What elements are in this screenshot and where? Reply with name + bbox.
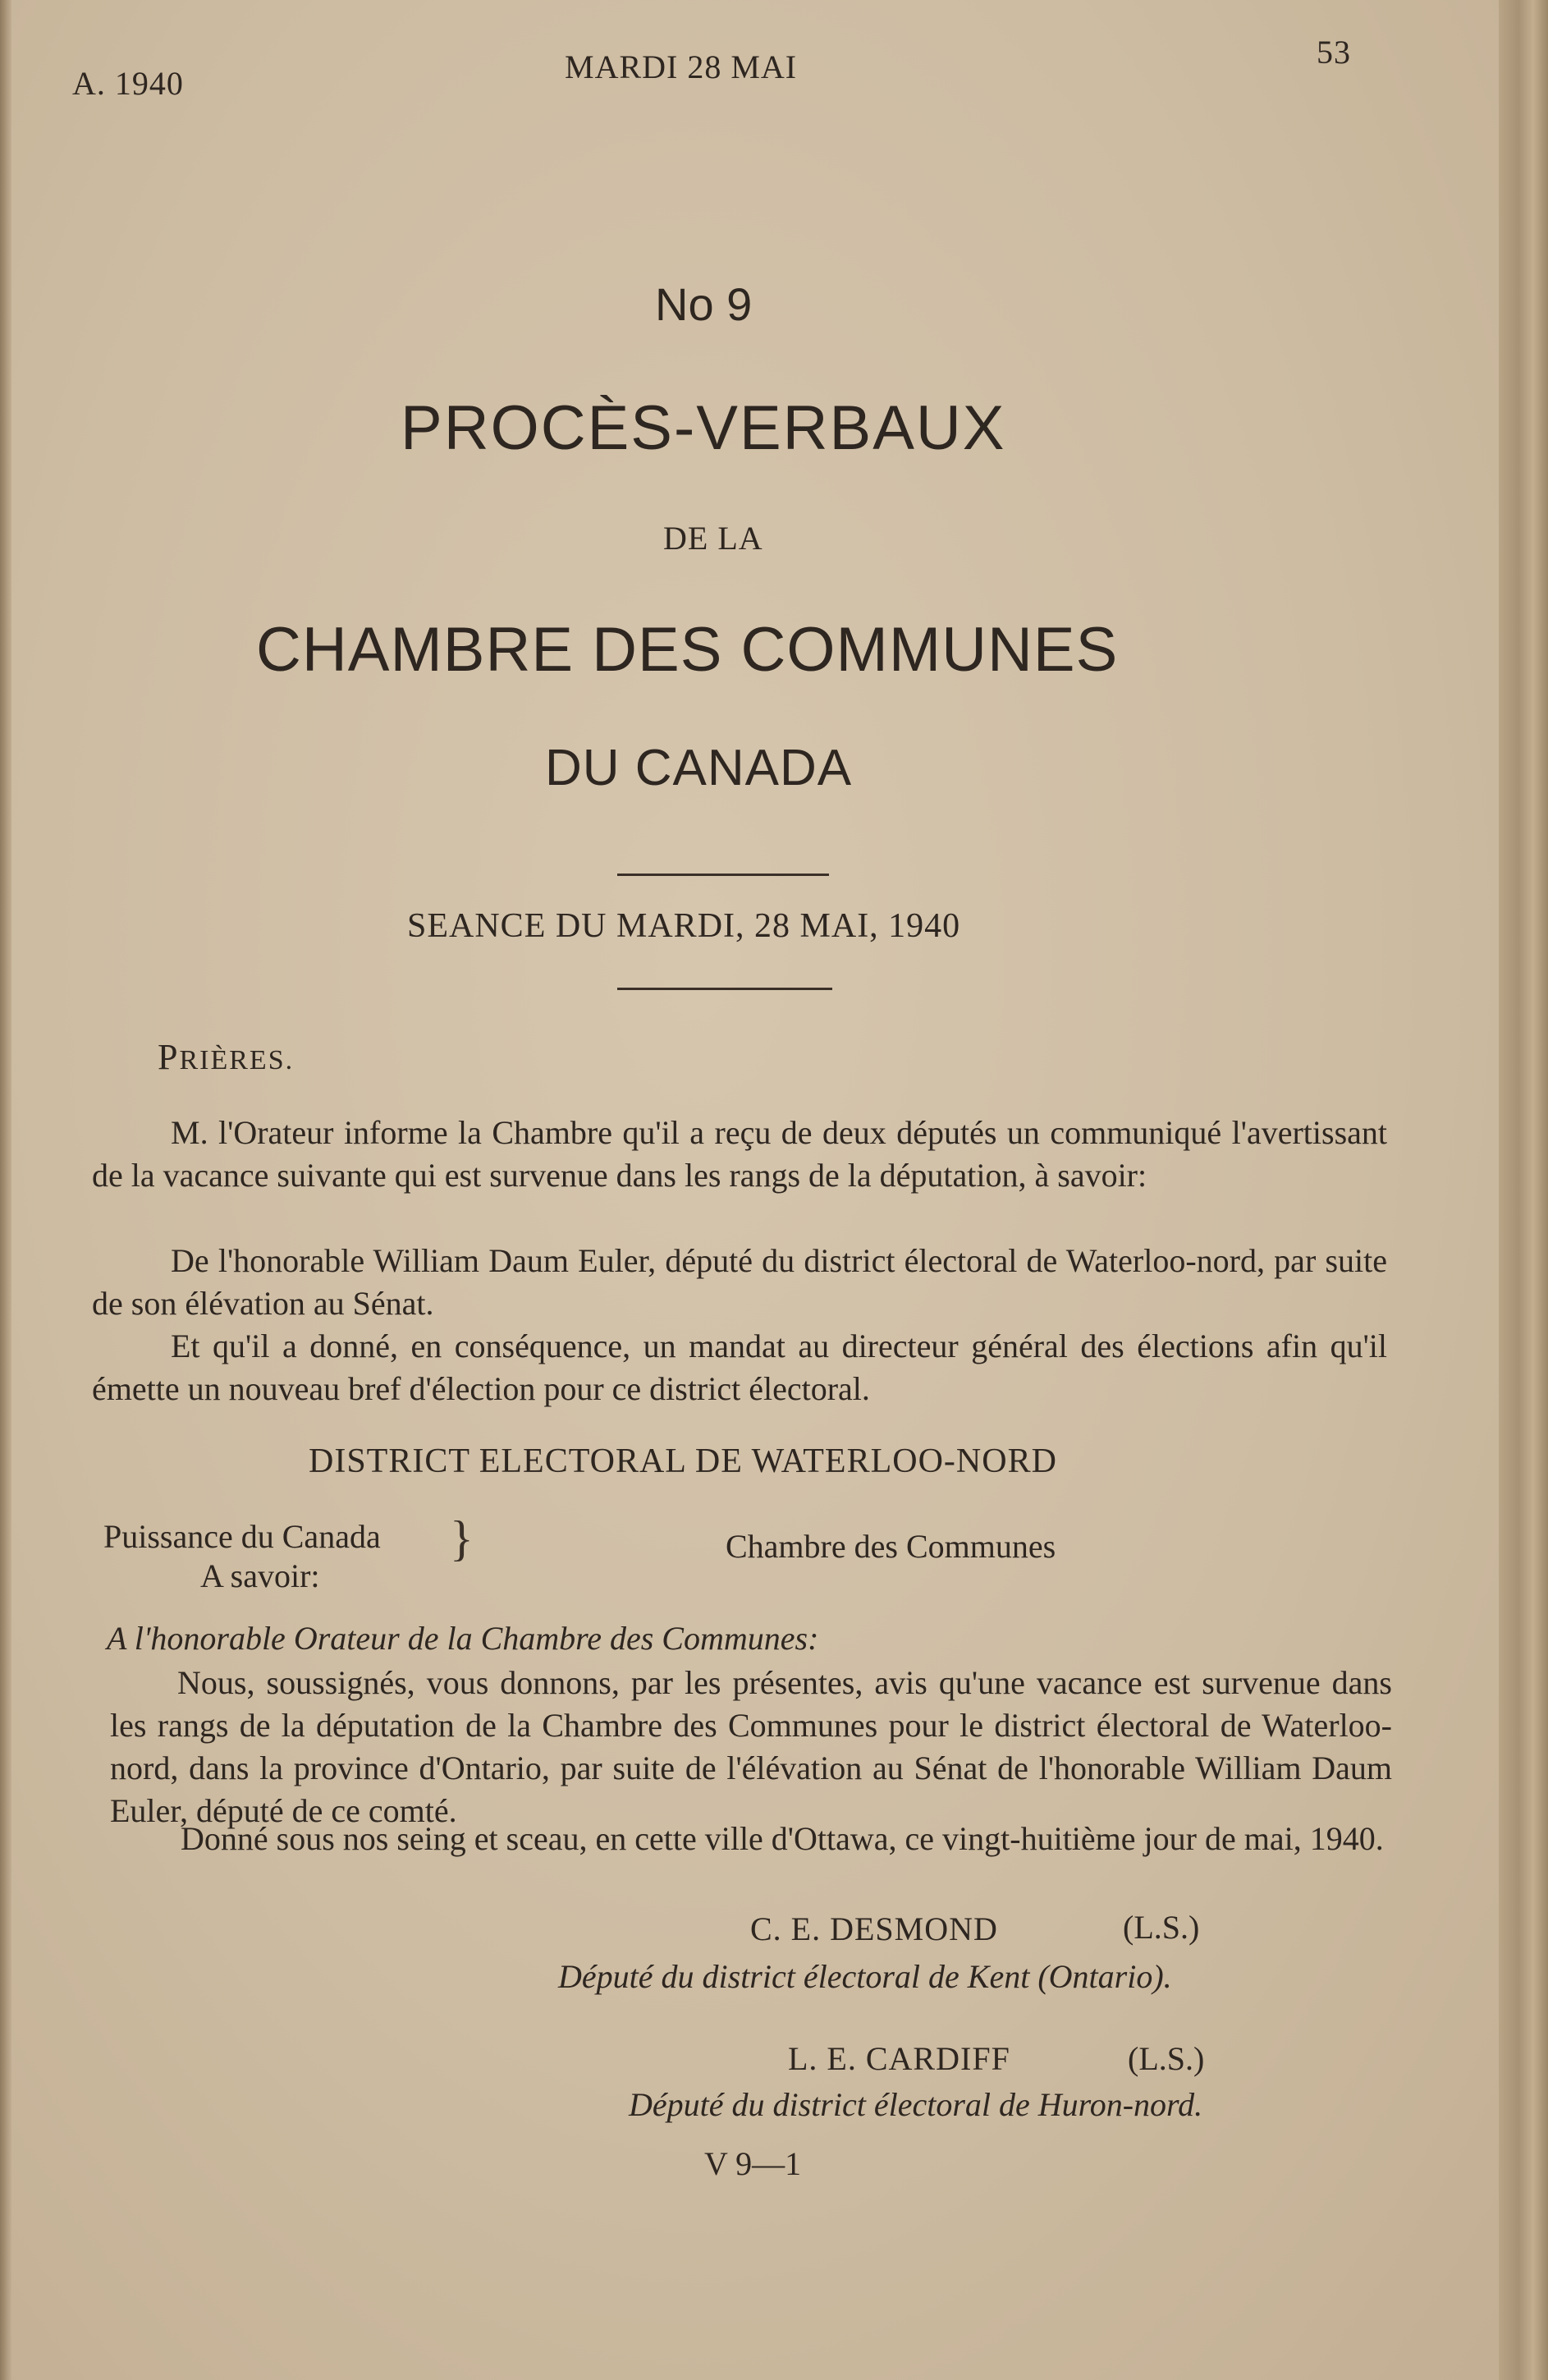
jurisdiction-right: Chambre des Communes	[726, 1528, 1056, 1565]
title-line-1: PROCÈS-VERBAUX	[401, 393, 1006, 463]
jurisdiction-line-2: A savoir:	[200, 1557, 320, 1594]
issue-number: No 9	[655, 278, 753, 330]
divider-top	[617, 874, 829, 876]
paragraph-2-text: De l'honorable William Daum Euler, député du district électoral de Waterloo-nord, par suite de son élévation au Sénat.	[92, 1242, 1387, 1322]
signature-2-name: L. E. CARDIFF	[788, 2040, 1010, 2077]
paragraph-1-text: M. l'Orateur informe la Chambre qu'il a reçu de deux députés un communiqué l'avertissant de la vacance suivante qui est survenue dans les rangs de la députation, à savoir:	[92, 1114, 1387, 1194]
paragraph-2	[92, 1240, 1387, 1325]
header-center: MARDI 28 MAI	[565, 48, 798, 85]
prayers-initial: P	[158, 1037, 180, 1077]
jurisdiction-brace: }	[450, 1511, 474, 1566]
divider-bottom	[617, 988, 832, 990]
page-left-edge	[0, 0, 11, 2380]
title-line-3: CHAMBRE DES COMMUNES	[256, 615, 1119, 685]
signature-1-seal: (L.S.)	[1123, 1909, 1200, 1946]
title-line-4: DU CANADA	[545, 740, 853, 796]
signature-2-seal: (L.S.)	[1128, 2040, 1205, 2077]
paragraph-1	[92, 1112, 1387, 1197]
signature-2-title: Député du district électoral de Huron-nord.	[629, 2086, 1203, 2123]
page-right-edge	[1499, 0, 1548, 2380]
signature-1-name: C. E. DESMOND	[750, 1910, 998, 1947]
signature-1-title: Député du district électoral de Kent (Ontario).	[558, 1958, 1172, 1995]
given-paragraph	[113, 1818, 1394, 1860]
prayers-heading	[158, 1036, 294, 1078]
title-line-2: DE LA	[663, 520, 763, 557]
signature-mark: V 9—1	[704, 2145, 802, 2182]
notice-paragraph	[110, 1662, 1392, 1832]
address-line: A l'honorable Orateur de la Chambre des Communes:	[107, 1620, 819, 1657]
given-paragraph-text: Donné sous nos seing et sceau, en cette ville d'Ottawa, ce vingt-huitième jour de mai, 1940.	[181, 1820, 1384, 1857]
session-heading: SEANCE DU MARDI, 28 MAI, 1940	[407, 907, 961, 945]
page-number: 53	[1317, 34, 1351, 71]
notice-paragraph-text: Nous, soussignés, vous donnons, par les présentes, avis qu'une vacance est survenue dans les rangs de la députation de la Chambre des Communes pour le district électoral de Waterloo-nord, dans la province d'Ontario, par suite de l'élévation au Sénat de l'honorable William Daum Euler, député de ce comté.	[110, 1664, 1392, 1829]
prayers-rest: RIÈRES.	[179, 1045, 295, 1075]
paragraph-3	[92, 1325, 1387, 1410]
jurisdiction-line-1: Puissance du Canada	[103, 1518, 381, 1555]
paragraph-3-text: Et qu'il a donné, en conséquence, un mandat au directeur général des élections afin qu'il émette un nouveau bref d'élection pour ce district électoral.	[92, 1328, 1387, 1407]
header-left: A. 1940	[72, 65, 184, 102]
district-heading: DISTRICT ELECTORAL DE WATERLOO-NORD	[309, 1442, 1057, 1480]
